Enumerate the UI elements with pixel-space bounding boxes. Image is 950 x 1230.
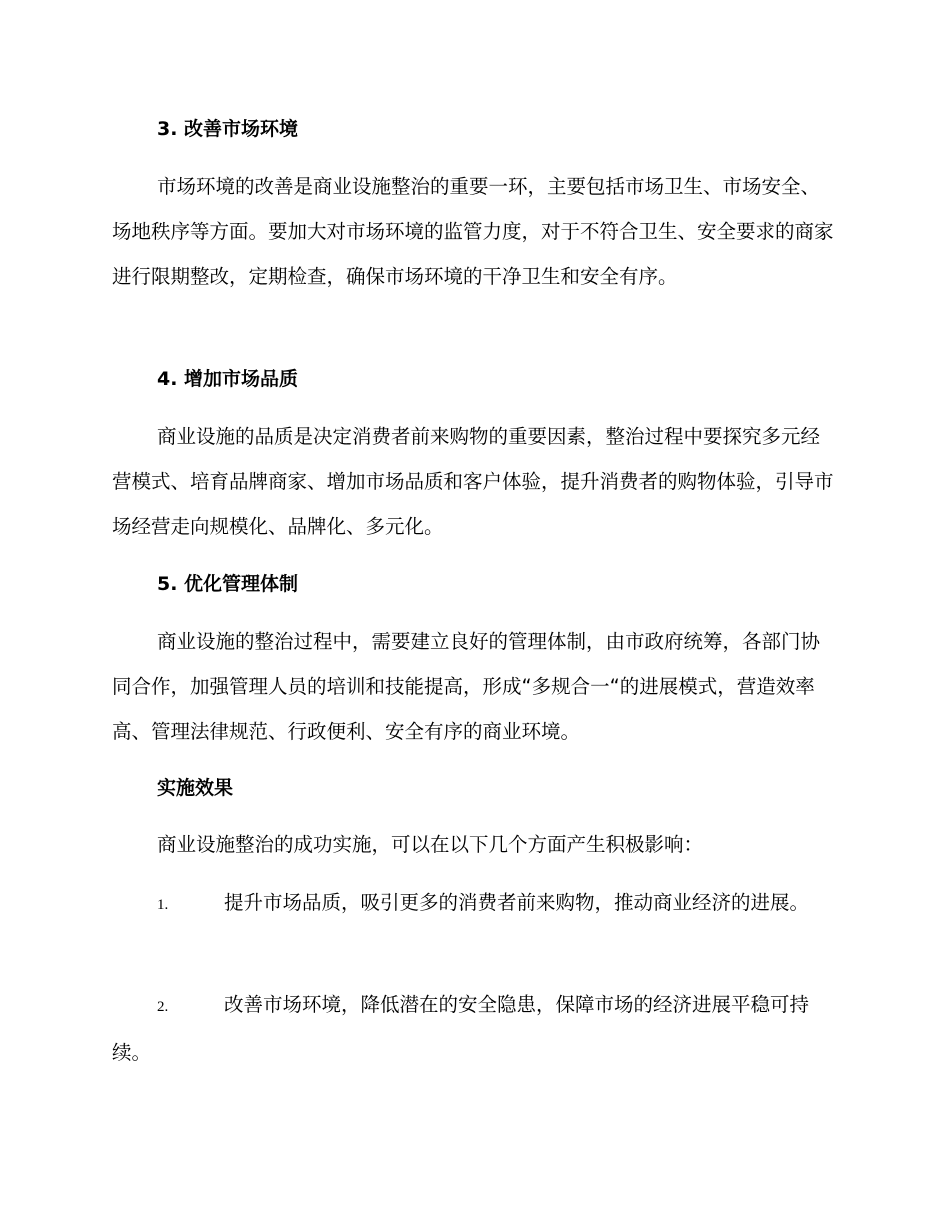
- effects-intro: 商业设施整治的成功实施，可以在以下几个方面产生积极影响：: [157, 833, 704, 856]
- list-item-number: 2.: [157, 999, 169, 1015]
- section-paragraph-management-system: 商业设施的整治过程中，需要建立良好的管理体制，由市政府统筹，各部门协同合作，加强管理人员的培训和技能提高，形成“多规合一“的进展模式，营造效率高、管理法律规范、行政便利、安全有序的商业环境。: [112, 630, 821, 743]
- section-paragraph-market-quality: 商业设施的品质是决定消费者前来购物的重要因素，整治过程中要探究多元经营模式、培育品牌商家、增加市场品质和客户体验，提升消费者的购物体验，引导市场经营走向规模化、品牌化、多元化。: [112, 425, 834, 538]
- list-item-text: 改善市场环境，降低潜在的安全隐患，保障市场的经济进展平稳可持续。: [112, 993, 810, 1064]
- section-heading-market-quality: 4. 增加市场品质: [157, 368, 299, 390]
- effects-list-item: [112, 880, 834, 928]
- list-item-text: 提升市场品质，吸引更多的消费者前来购物，推动商业经济的进展。: [224, 891, 810, 914]
- effects-heading: 实施效果: [157, 777, 234, 799]
- list-item-number: 1.: [157, 897, 169, 913]
- section-heading-management-system: 5. 优化管理体制: [157, 573, 299, 595]
- effects-list-item: [112, 982, 834, 1075]
- section-heading-market-environment: 3. 改善市场环境: [157, 118, 299, 140]
- section-paragraph-market-environment: 市场环境的改善是商业设施整治的重要一环，主要包括市场卫生、市场安全、场地秩序等方面。要加大对市场环境的监管力度，对于不符合卫生、安全要求的商家进行限期整改，定期检查，确保市场环境的干净卫生和安全有序。: [112, 175, 834, 288]
